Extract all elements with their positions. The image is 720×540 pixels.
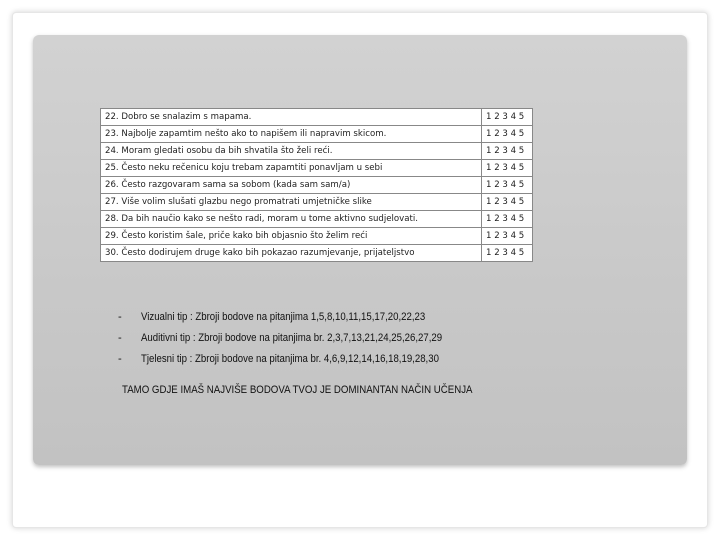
list-item bbox=[112, 310, 512, 331]
table-row bbox=[101, 245, 533, 262]
auditory-type-note: Auditivni tip : Zbroji bodove na pitanjima br. 2,3,7,13,21,24,25,26,27,29 bbox=[141, 332, 443, 344]
table-row bbox=[101, 228, 533, 245]
dash-bullet: - bbox=[118, 332, 122, 344]
question-text: 29. Često koristim šale, priče kako bih objasnio što želim reći bbox=[101, 228, 482, 245]
question-text: 25. Često neku rečenicu koju trebam zapamtiti ponavljam u sebi bbox=[101, 160, 482, 177]
question-text: 26. Često razgovaram sama sa sobom (kada sam sam/a) bbox=[101, 177, 482, 194]
question-text: 28. Da bih naučio kako se nešto radi, moram u tome aktivno sudjelovati. bbox=[101, 211, 482, 228]
questionnaire-table bbox=[100, 108, 533, 262]
conclusion-text: TAMO GDJE IMAŠ NAJVIŠE BODOVA TVOJ JE DOMINANTAN NAČIN UČENJA bbox=[122, 384, 473, 396]
table-row bbox=[101, 177, 533, 194]
rating-scale: 1 2 3 4 5 bbox=[482, 160, 533, 177]
question-text: 22. Dobro se snalazim s mapama. bbox=[101, 109, 482, 126]
rating-scale: 1 2 3 4 5 bbox=[482, 109, 533, 126]
dash-bullet: - bbox=[118, 311, 122, 323]
table-row bbox=[101, 211, 533, 228]
rating-scale: 1 2 3 4 5 bbox=[482, 194, 533, 211]
list-item bbox=[112, 331, 512, 352]
rating-scale: 1 2 3 4 5 bbox=[482, 228, 533, 245]
rating-scale: 1 2 3 4 5 bbox=[482, 126, 533, 143]
visual-type-note: Vizualni tip : Zbroji bodove na pitanjima 1,5,8,10,11,15,17,20,22,23 bbox=[141, 311, 426, 323]
table-row bbox=[101, 160, 533, 177]
table-row bbox=[101, 126, 533, 143]
question-text: 24. Moram gledati osobu da bih shvatila što želi reći. bbox=[101, 143, 482, 160]
question-text: 30. Često dodirujem druge kako bih pokazao razumjevanje, prijateljstvo bbox=[101, 245, 482, 262]
table-row bbox=[101, 143, 533, 160]
rating-scale: 1 2 3 4 5 bbox=[482, 211, 533, 228]
question-text: 27. Više volim slušati glazbu nego promatrati umjetničke slike bbox=[101, 194, 482, 211]
table-row bbox=[101, 109, 533, 126]
rating-scale: 1 2 3 4 5 bbox=[482, 245, 533, 262]
rating-scale: 1 2 3 4 5 bbox=[482, 143, 533, 160]
kinesthetic-type-note: Tjelesni tip : Zbroji bodove na pitanjima br. 4,6,9,12,14,16,18,19,28,30 bbox=[141, 353, 439, 365]
question-text: 23. Najbolje zapamtim nešto ako to napišem ili napravim skicom. bbox=[101, 126, 482, 143]
table-row bbox=[101, 194, 533, 211]
rating-scale: 1 2 3 4 5 bbox=[482, 177, 533, 194]
dash-bullet: - bbox=[118, 353, 122, 365]
list-item bbox=[112, 352, 512, 373]
scoring-instructions bbox=[112, 310, 512, 373]
